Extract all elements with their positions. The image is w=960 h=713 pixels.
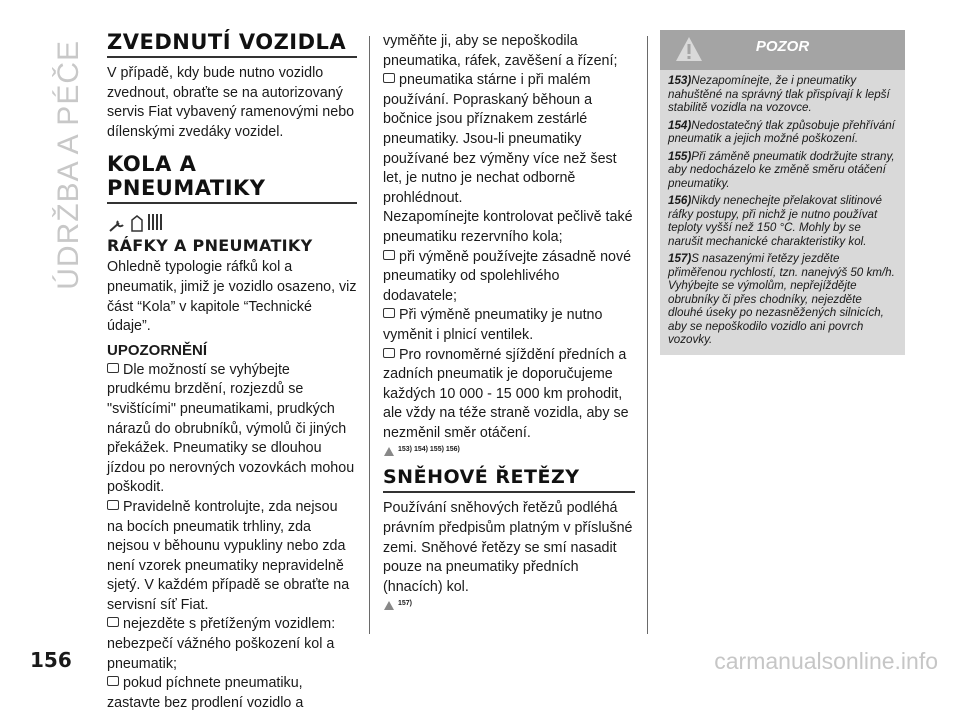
warning-triangle-icon [383, 446, 395, 457]
reference-numbers: 157) [398, 600, 413, 608]
caution-box [660, 30, 905, 355]
bullet-icon [383, 73, 395, 83]
column-divider [369, 36, 370, 634]
snow-chains-paragraph: Používání sněhových řetězů podléhá právním předpisům platným v příslušné zemi. Sněhové řetězy se smí nasadit pouze na pneumatiky předních (hnacích) kol. [383, 500, 633, 595]
caution-item: 155)Při záměně pneumatik dodržujte strany, aby nedocházelo ke změně směru otáčení pneumatiky. [668, 149, 895, 190]
column-middle [383, 30, 635, 611]
tire-icons [109, 210, 357, 232]
list-item: Dle možností se vyhýbejte prudkému brzdění, rozjezdů se "svištícími" pneumatikami, prudkých nárazů do obrubníků, výmolů či jiných překážek. Pneumatiky se dlouhou jízdou po nerovných vozovkách mohou poškodit. [107, 361, 355, 496]
caution-item: 153)Nezapomínejte, že i pneumatiky nahuštěné na správný tlak přispívají k lepší stabilitě vozidla na vozovce. [668, 74, 890, 114]
lifting-paragraph: V případě, kdy bude nutno vozidlo zvednout, obraťte se na autorizovaný servis Fiat vybavený ramenovými nebo dílenskými zvedáky vozidel. [107, 65, 355, 140]
heading-wheels-tires: KOLA A PNEUMATIKY [107, 152, 357, 204]
page-number: 156 [30, 648, 72, 672]
heading-vehicle-lifting: ZVEDNUTÍ VOZIDLA [107, 30, 357, 58]
watermark: carmanualsonline.info [714, 648, 938, 674]
warning-triangle-icon [383, 600, 395, 611]
caution-title: POZOR [755, 38, 810, 55]
reference-numbers: 153) 154) 155) 156) [398, 446, 460, 454]
caution-item: 156)Nikdy nenechejte přelakovat slitinové ráfky postupy, při nichž je nutno používat teploty vyšší než 150 °C. Mohly by se narušit mechanické charakteristiky kol. [668, 194, 882, 248]
continuation-paragraph: vyměňte ji, aby se nepoškodila pneumatika, ráfek, zavěšení a řízení; [383, 33, 618, 69]
bullet-icon [107, 500, 119, 510]
note-references [383, 446, 635, 457]
rims-paragraph: Ohledně typologie ráfků kol a pneumatik, jimiž je vozidlo osazeno, viz část “Kola” v kapitole “Technické údaje”. [107, 259, 357, 335]
list-item: při výměně používejte zásadně nové pneumatiky od spolehlivého dodavatele; [383, 248, 632, 304]
list-item: nejezděte s přetíženým vozidlem: nebezpečí vážného poškození kol a pneumatik; [107, 616, 336, 672]
bullet-icon [383, 250, 395, 260]
column-divider [647, 36, 648, 634]
bullet-icon [383, 348, 395, 358]
list-item: pneumatika stárne i při malém používání. Popraskaný běhoun a bočnice jsou příznakem zestárlé pneumatiky. Jsou-li pneumatiky používané bez výměny více než šest let, je nutno je nechat odborně prohlédnout. [383, 72, 617, 206]
filter-bars-icon [147, 212, 163, 232]
bullet-icon [107, 363, 119, 373]
list-item: Při výměně pneumatiky je nutno vyměnit i plnicí ventilek. [383, 307, 603, 343]
bullet-icon [107, 617, 119, 627]
oil-can-icon [130, 214, 144, 232]
heading-snow-chains: SNĚHOVÉ ŘETĚZY [383, 465, 635, 493]
tool-icon [109, 218, 127, 232]
list-item: Pro rovnoměrné sjíždění předních a zadních pneumatik je doporučujeme každých 10 000 - 15 000 km prohodit, ale vždy na téže straně vozidla, aby se nezměnil směr otáčení. [383, 346, 629, 441]
side-chapter-text: ÚDRŽBA A PÉČE [52, 40, 85, 290]
spare-wheel-paragraph: Nezapomínejte kontrolovat pečlivě také pneumatiku rezervního kola; [383, 209, 633, 245]
note-references [383, 600, 635, 611]
column-left [107, 30, 357, 713]
warning-heading: UPOZORNĚNÍ [107, 341, 208, 359]
list-item: pokud píchnete pneumatiku, zastavte bez prodlení vozidlo a [107, 675, 304, 711]
caution-item: 154)Nedostatečný tlak způsobuje přehřívání pneumatik a jejich možné poškození. [668, 118, 895, 145]
caution-item: 157)S nasazenými řetězy jezděte přiměřenou rychlostí, tzn. nanejvýš 50 km/h. Vyhýbejte se výmolům, nepřejíždějte obrubníky či přes chodníky, nejezděte dlouhé úseky po nezasněžených silnicích, aby se nepoškodilo vozidlo ani povrch vozovky. [668, 252, 895, 346]
list-item: Pravidelně kontrolujte, zda nejsou na bocích pneumatik trhliny, zda nejsou v běhounu vypukliny nebo zda není vzorek pneumatiky nepravidelně sjetý. V každém případě se obraťte na servisní síť Fiat. [107, 498, 350, 613]
caution-box-header [660, 30, 905, 70]
subheading-rims-tires: RÁFKY A PNEUMATIKY [107, 236, 313, 256]
column-right [660, 30, 905, 355]
bullet-icon [383, 308, 395, 318]
